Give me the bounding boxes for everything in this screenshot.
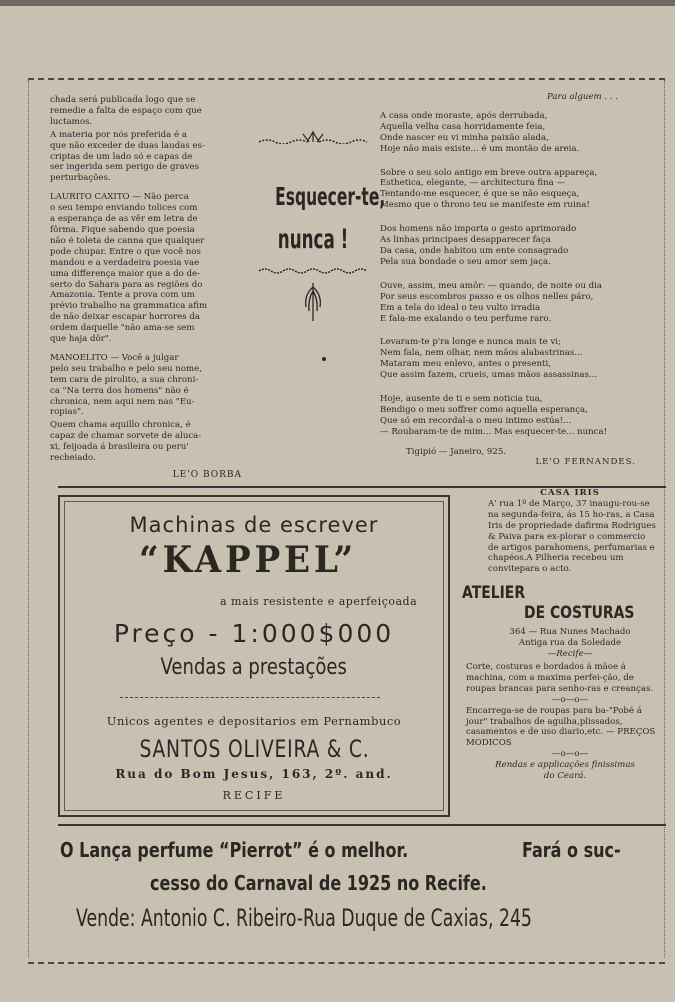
pierrot-line1-a: O Lança perfume “Pierrot” é o melhor. <box>60 838 409 862</box>
text-line: Bendigo o meu soffrer como aquella esperança, <box>380 404 588 415</box>
text-line: ordem daquelle "não ama-se sem <box>50 323 195 334</box>
ad-company: SANTOS OLIVEIRA & C. <box>138 735 370 763</box>
text-line: Encarrega-se de roupas para ba- <box>466 705 609 716</box>
text-line: plorar o commercio de artigos para <box>488 531 646 553</box>
dot-ornament <box>322 357 326 361</box>
text-line: uma differença maior que a do de- <box>50 268 201 279</box>
text-line: Em a tela do ideal o teu vulto irradia <box>380 302 541 313</box>
paragraph <box>50 353 242 418</box>
text-line: homens, perfumarias e chapéos. <box>488 542 655 564</box>
poem-place-date <box>380 446 658 467</box>
text-line: chada será publicada logo que se <box>50 95 196 105</box>
ad-price: Preço - 1:000$000 <box>113 619 395 648</box>
text-line: o seu tempo enviando tolices com <box>50 203 198 214</box>
top-ornament <box>257 130 369 144</box>
atelier-address-1: 364 — Rua Nunes Machado <box>509 627 631 638</box>
text-line: de não deixar escapar horrores da <box>50 312 200 323</box>
text-line: Mataram meu enlevo, antes o presenti, <box>380 359 551 370</box>
text-line: Que assim fazem, crueis, umas mãos assassinas... <box>380 370 598 381</box>
atelier-city: —Recife— <box>547 649 593 660</box>
paragraph <box>50 192 242 345</box>
text-line: A casa onde moraste, após derrubada, <box>380 110 548 121</box>
text-line: ca "Na terra dos homens" não é <box>50 385 189 396</box>
text-line: remedie a falta de espaço com que <box>50 105 202 116</box>
text-line: Esthetica, elegante, — architectura fina — <box>380 178 566 189</box>
text-line: para o acto. <box>519 564 572 575</box>
pierrot-line2-text: cesso do Carnaval de 1925 no Recife. <box>150 871 487 895</box>
text-line: xi, feijoada á brasileira ou peru' <box>50 442 189 453</box>
frame-right-border <box>664 80 665 958</box>
text-line: pelo seu trabalho e pelo seu nome, <box>50 363 202 374</box>
ad-city: RECIFE <box>222 789 286 802</box>
paragraph <box>50 130 242 185</box>
text-line: rou-se na segunda-feira, ás 15 ho- <box>488 498 650 520</box>
poem-title-line2: nunca ! <box>277 223 349 255</box>
text-line: ser ingerida sem perigo de graves <box>50 162 200 173</box>
paragraph <box>50 95 242 128</box>
text-line: Quem chama aquillo chronica, é <box>50 420 191 431</box>
text-line: ras e creanças. <box>587 683 654 694</box>
text-line: ras, a Casa Iris de propriedade da <box>488 509 655 531</box>
paragraph <box>50 420 242 464</box>
left-column-text <box>50 95 242 481</box>
text-line: plissados, casamentos e de uso diario, <box>466 716 623 738</box>
ad-brand-wrap <box>60 539 448 581</box>
ad-brand: “KAPPEL” <box>139 539 358 581</box>
text-line: As linhas principaes desapparecer faça <box>380 235 551 246</box>
poem-stanza <box>380 111 658 155</box>
ad-headline: Machinas de escrever <box>129 513 379 537</box>
place-date: Tigipió — Janeiro, 925. <box>406 446 507 457</box>
pierrot-line3 <box>76 904 675 932</box>
text-line: a esperança de as vêr em letra de <box>50 214 198 225</box>
text-line: — Roubaram-te de mim... Mas esquecer-te... nunca! <box>380 426 608 437</box>
atelier-title-2-text: DE COSTURAS <box>524 603 635 624</box>
atelier-title-1 <box>462 583 658 603</box>
text-line: Nem fala, nem olhar, nem mãos alabastrinas... <box>380 348 583 359</box>
poem-column <box>380 92 658 468</box>
text-line: Corte, costuras e bordados á mão <box>466 661 613 672</box>
pierrot-line1 <box>60 838 495 862</box>
text-line: recheiado. <box>50 453 96 464</box>
text-line: criptas de um lado só e capas de <box>50 151 193 162</box>
poem-stanza <box>380 168 658 212</box>
poem-dedication: Para alguem . . . <box>546 92 618 102</box>
text-line: serto do Sahara para as regiões do <box>50 279 203 290</box>
text-line: Que só em recordal-a o meu intimo estúa!... <box>380 415 572 426</box>
text-line: fôrma. Fique sabendo que poesia <box>50 224 195 235</box>
poem-stanza <box>380 337 658 381</box>
text-line: Ouve, assim, meu amôr: — quando, de noite ou dia <box>380 280 602 291</box>
text-line: Aquella velha casa horridamente feia, <box>380 121 546 132</box>
text-line: não é toleta de canna que qualquer <box>50 235 205 246</box>
atelier-sep-2: —o—o— <box>551 749 589 760</box>
text-line: Hoje, ausente de ti e sem noticia tua, <box>380 394 543 405</box>
ad-agents: Unicos agentes e depositarios em Pernambuco <box>106 714 402 728</box>
text-line: mandou e a verdadeira poesia vae <box>50 257 200 268</box>
text-line: MANOELITO — Você a julgar <box>50 352 179 363</box>
text-line: capaz de chamar sorvete de aluca- <box>50 431 202 442</box>
text-line: A Pilheria recebeu um convite <box>488 553 624 575</box>
atelier-title-2 <box>524 603 658 623</box>
frame-left-border <box>28 80 29 958</box>
pierrot-line1-right <box>522 838 645 862</box>
text-line: Da casa, onde habitou um ente consagrado <box>380 245 569 256</box>
text-line: Sobre o seu solo antigo em breve outra appareça, <box>380 167 598 178</box>
text-line: prévio trabalho na grammatica afim <box>50 301 208 312</box>
text-line: pode chupar. Entre o que você nos <box>50 246 201 257</box>
ad-company-wrap <box>60 735 448 763</box>
atelier-footer-2: do Ceará. <box>543 771 587 782</box>
casa-iris-text <box>488 499 658 575</box>
text-line: ção, de roupas brancas para senho- <box>466 672 634 694</box>
text-line: que não exceder de duas laudas es- <box>50 140 205 151</box>
ad-terms: Vendas a prestações <box>160 655 348 680</box>
atelier-body-2 <box>466 706 658 750</box>
text-line: Dos homens não importa o gesto aprimorado <box>380 224 577 235</box>
text-line: E fala-me exalando o teu perfume raro. <box>380 313 552 324</box>
text-line: que haja dôr". <box>50 334 112 345</box>
pierrot-line2 <box>150 871 571 895</box>
page-edge <box>0 0 675 6</box>
text-line: perturbações. <box>50 173 111 184</box>
atelier-address-2: Antiga rua da Soledade <box>518 638 622 649</box>
text-line: A materia por nós preferida é a <box>50 129 187 140</box>
text-line: Pela sua bondade o seu amor sem jaça. <box>380 256 551 267</box>
text-line: luctamos. <box>50 116 93 127</box>
text-line: Hoje não mais existe... é um montão de areia. <box>380 143 580 154</box>
text-line: etc. — PREÇOS MODICOS <box>466 727 656 749</box>
text-line: Por seus escombros passo e os olhos nelles páro, <box>380 291 594 302</box>
poem-stanza <box>380 281 658 325</box>
kappel-typewriter-ad <box>58 495 450 817</box>
text-line: chronica, nem aqui nem nas "Eu- <box>50 396 195 407</box>
ad-address: Rua do Bom Jesus, 163, 2º. and. <box>115 767 393 781</box>
pierrot-line3-text: Vende: Antonio C. Ribeiro-Rua Duque de Caxias, 245 <box>76 904 532 932</box>
text-line: Mesmo que o throno teu se manifeste em ruina! <box>380 200 590 211</box>
text-line: Levaram-te p'ra longe e nunca mais te vi; <box>380 337 561 348</box>
text-line: e á machina, com a maxima perfei- <box>466 661 626 683</box>
atelier-sep: —o—o— <box>551 694 589 705</box>
feather-ornament-icon <box>298 281 328 323</box>
right-ads-column <box>462 488 658 782</box>
text-line: firma Rodrigues & Paiva para ex- <box>488 520 656 542</box>
poem-title-block <box>252 130 386 361</box>
signature: LE'O BORBA <box>172 470 242 480</box>
atelier-footer-1: Rendas e applicações finissimas <box>495 760 635 771</box>
casa-iris-title: CASA IRIS <box>540 488 600 498</box>
text-line: tem cara de pirolito, a sua chroni- <box>50 374 199 385</box>
text-line: LAURITO CAXITO — Não perca <box>50 192 189 203</box>
ad-divider <box>120 697 380 698</box>
text-line: ropias". <box>50 407 84 418</box>
atelier-body-1 <box>466 662 658 695</box>
ad-tagline: a mais resistente e aperfeiçoada <box>220 595 418 608</box>
poem-stanza <box>380 394 658 438</box>
text-line: A' rua 1º de Março, 37 inaugu- <box>488 498 623 509</box>
pierrot-line1-b: Fará o suc- <box>522 838 621 862</box>
poem-signature: LE'O FERNANDES. <box>535 456 636 467</box>
poem-stanza <box>380 224 658 268</box>
ad-terms-wrap <box>60 655 448 680</box>
text-line: "Pobé á jour" trabalhos de agulha, <box>466 705 642 727</box>
atelier-title-1-text: ATELIER <box>462 583 526 604</box>
pierrot-ad <box>58 824 666 932</box>
poem-title-line1: Esquecer-te, <box>275 181 386 211</box>
text-line: Tentando-me esquecer, é que se não esqueça, <box>380 189 580 200</box>
text-line: Amazonia. Tente a prova com um <box>50 290 195 301</box>
text-line: Onde nascer eu vi minha paixão alada, <box>380 132 549 143</box>
bottom-ornament <box>257 267 369 275</box>
